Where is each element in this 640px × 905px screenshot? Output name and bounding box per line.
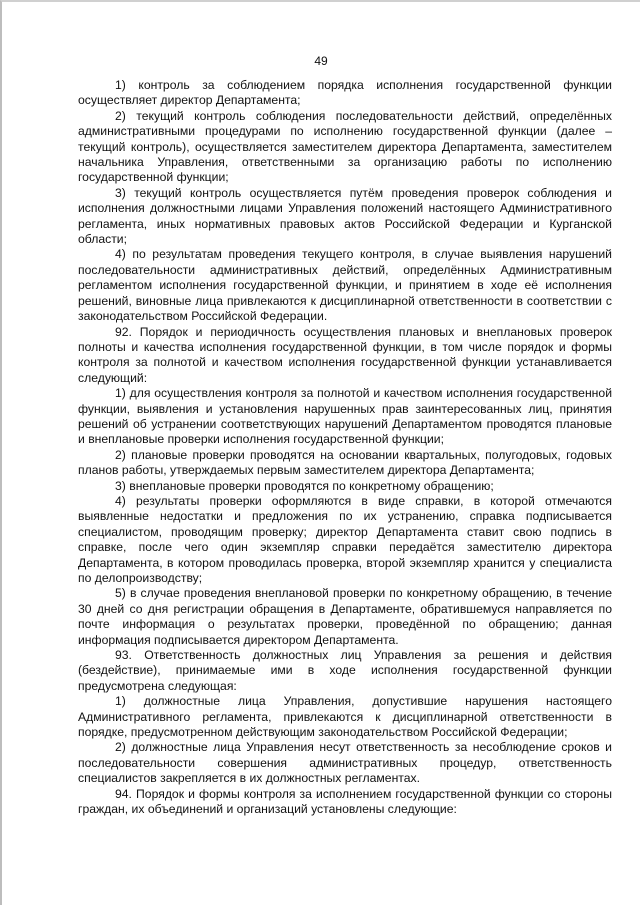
paragraph: 5) в случае проведения внеплановой проверки по конкретному обращению, в течение 30 дней со дня регистрации обращения в Департаменте, обратившемуся направляется по почте информация о результатах проверки, проведённой по обращению; данная информация подписывается директором Департамента. bbox=[78, 586, 612, 647]
paragraph: 94. Порядок и формы контроля за исполнением государственной функции со стороны граждан, их объединений и организаций установлены следующие: bbox=[78, 786, 612, 817]
paragraph: 2) должностные лица Управления несут ответственность за несоблюдение сроков и последовательности совершения административных процедур, ответственность специалистов закрепляется в их должностных регламентах. bbox=[78, 740, 612, 786]
paragraph: 1) для осуществления контроля за полнотой и качеством исполнения государственной функции, выявления и установления нарушенных прав заинтересованных лиц, принятия решений об устранении соответствующих нарушений Департаментом проводятся плановые и внеплановые проверки исполнения государственной функции; bbox=[78, 386, 612, 447]
paragraph: 4) результаты проверки оформляются в виде справки, в которой отмечаются выявленные недостатки и предложения по их устранению, справка подписывается специалистом, проводящим проверку; директор Департамента ставит свою подпись в справке, после чего один экземпляр справки передаётся заместителю директора Департамента, в котором проводилась проверка, второй экземпляр хранится у специалиста по делопроизводству; bbox=[78, 493, 612, 585]
paragraph: 2) текущий контроль соблюдения последовательности действий, определённых административными процедурами по исполнению государственной функции (далее – текущий контроль), осуществляется заместителем директора Департамента, заместителем начальника Управления, ответственными за организацию работы по исполнению государственной функции; bbox=[78, 108, 612, 185]
paragraph: 92. Порядок и периодичность осуществления плановых и внеплановых проверок полноты и качества исполнения государственной функции, в том числе порядок и формы контроля за полнотой и качеством исполнения государственной функции устанавливается следующий: bbox=[78, 324, 612, 385]
page-number: 49 bbox=[314, 54, 328, 68]
paragraph: 1) должностные лица Управления, допустившие нарушения настоящего Административного регламента, привлекаются к дисциплинарной ответственности в порядке, предусмотренном действующим законодательством Российской Федерации; bbox=[78, 694, 612, 740]
paragraph: 4) по результатам проведения текущего контроля, в случае выявления нарушений последовательности административных действий, определённых Административным регламентом исполнения государственной функции, и принятием в ходе её исполнения решений, виновные лица привлекаются к дисциплинарной ответственности в соответствии с законодательством Российской Федерации. bbox=[78, 247, 612, 324]
paragraph: 3) текущий контроль осуществляется путём проведения проверок соблюдения и исполнения должностными лицами Управления положений настоящего Административного регламента, иных нормативных правовых актов Российской Федерации и Курганской области; bbox=[78, 185, 612, 247]
document-body bbox=[78, 78, 612, 818]
paragraph: 3) внеплановые проверки проводятся по конкретному обращению; bbox=[115, 478, 494, 493]
paragraph: 1) контроль за соблюдением порядка исполнения государственной функции осуществляет директор Департамента; bbox=[78, 78, 612, 108]
paragraph: 2) плановые проверки проводятся на основании квартальных, полугодовых, годовых планов работы, утверждаемых первым заместителем директора Департамента; bbox=[78, 447, 612, 478]
paragraph: 93. Ответственность должностных лиц Управления за решения и действия (бездействие), принимаемые ими в ходе исполнения государственной функции предусмотрена следующая: bbox=[78, 648, 612, 693]
